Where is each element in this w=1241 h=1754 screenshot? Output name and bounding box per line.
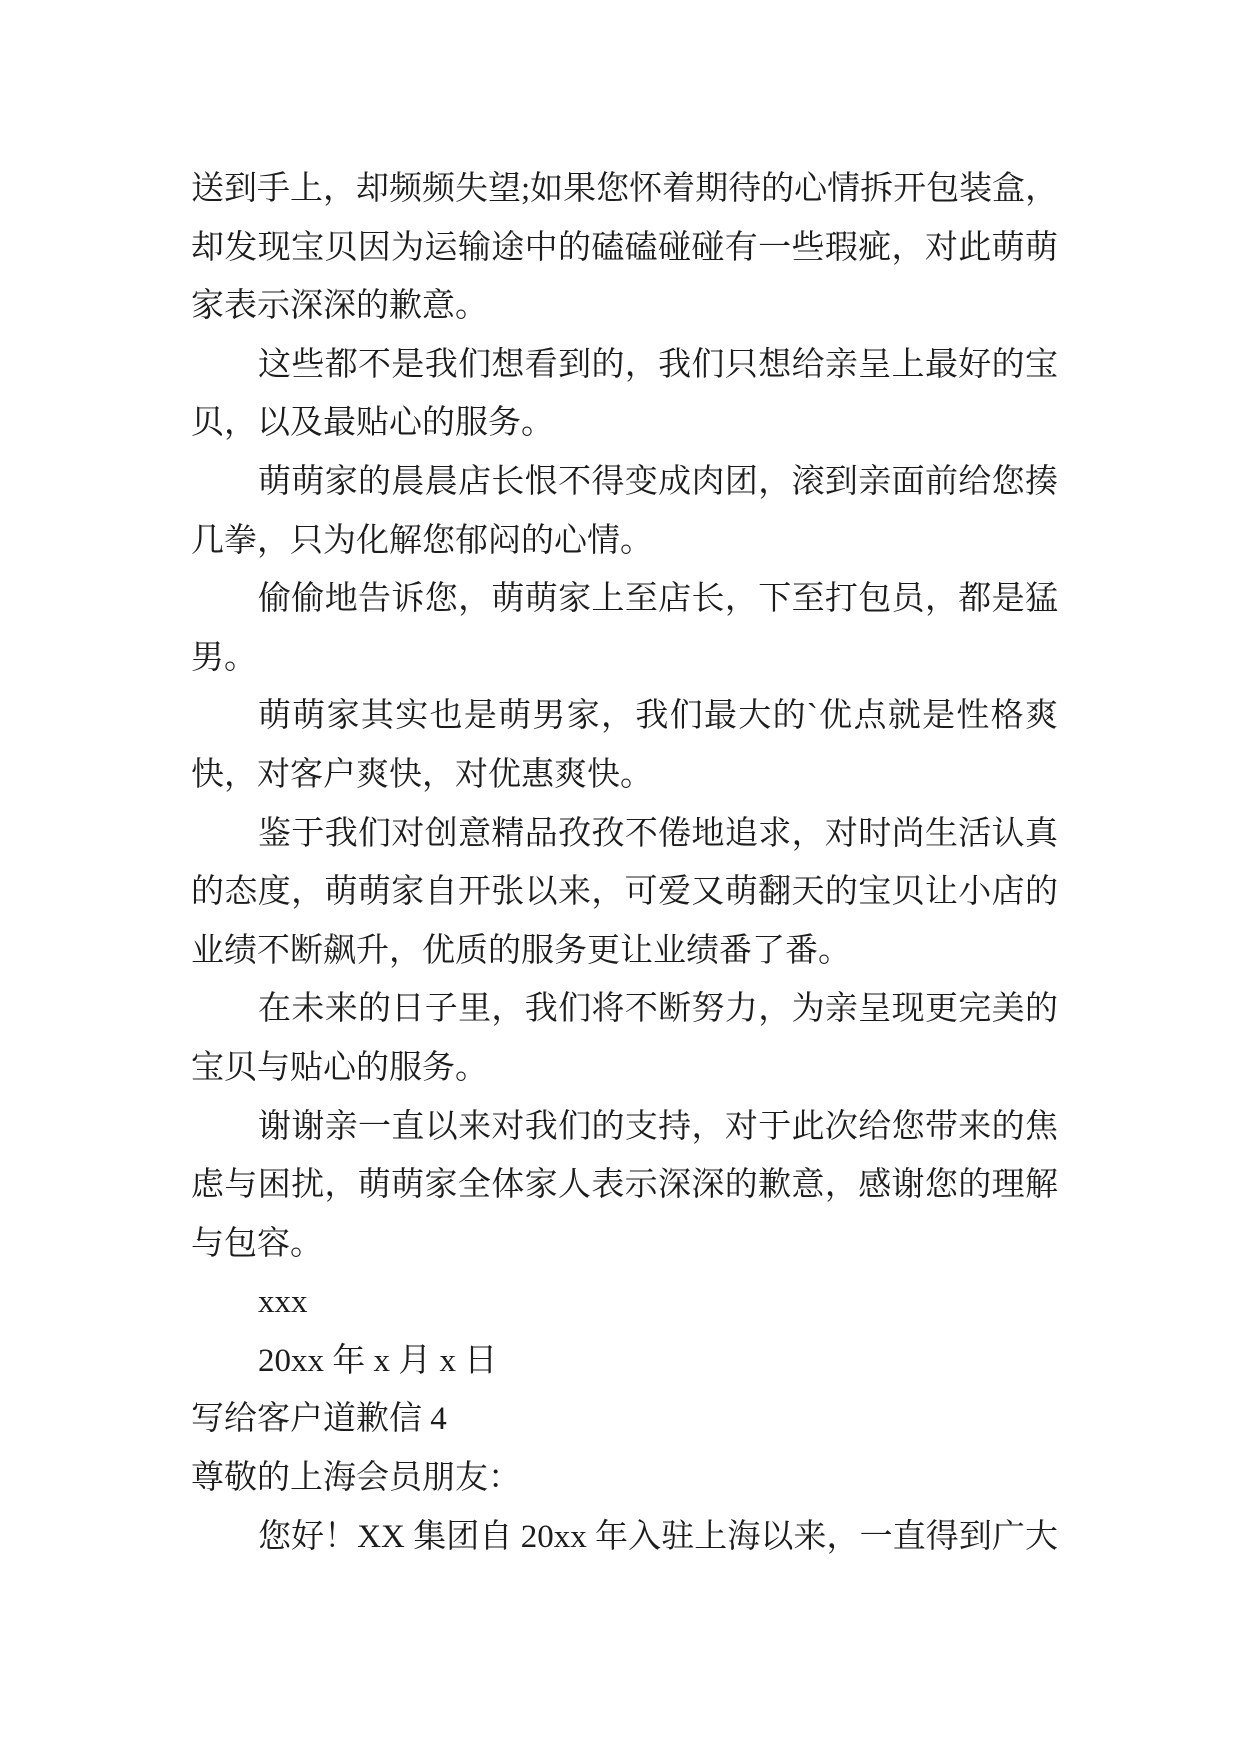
salutation-line: 尊敬的上海会员朋友： (191, 1460, 521, 1497)
text-line: 送到手上，却频频失望;如果您怀着期待的心情拆开包装盒， (191, 171, 1059, 207)
text-line: 萌萌家的晨晨店长恨不得变成肉团，滚到亲面前给您揍 (258, 463, 1058, 500)
paragraph (191, 1508, 1058, 1567)
text-line: 贝，以及最贴心的服务。 (191, 405, 554, 442)
text-line: 在未来的日子里，我们将不断努力，为亲呈现更完美的 (258, 991, 1058, 1028)
paragraph (191, 1098, 1058, 1274)
text-line: 快，对客户爽快，对优惠爽快。 (191, 756, 653, 793)
text-line: 偷偷地告诉您，萌萌家上至店长，下至打包员，都是猛 (258, 581, 1058, 618)
text-line: 家表示深深的歉意。 (191, 288, 488, 325)
text-line: 这些都不是我们想看到的，我们只想给亲呈上最好的宝 (258, 346, 1058, 383)
salutation (191, 1449, 1058, 1508)
text-line: 萌萌家其实也是萌男家，我们最大的`优点就是性格爽 (258, 698, 1058, 735)
text-line: 宝贝与贴心的服务。 (191, 1049, 488, 1086)
paragraph (191, 453, 1058, 570)
paragraph (191, 570, 1058, 687)
paragraph-continued (191, 160, 1058, 336)
text-line: 业绩不断飙升，优质的服务更让业绩番了番。 (191, 932, 851, 969)
text-line: 男。 (191, 639, 257, 676)
text-line: 几拳，只为化解您郁闷的心情。 (191, 522, 653, 559)
paragraph (191, 687, 1058, 804)
text-line: 却发现宝贝因为运输途中的磕磕碰碰有一些瑕疵，对此萌萌 (191, 229, 1058, 266)
signature-name: xxx (258, 1284, 308, 1321)
paragraph (191, 336, 1058, 453)
heading-line: 写给客户道歉信 4 (191, 1401, 447, 1438)
paragraph (191, 980, 1058, 1097)
section-heading (191, 1390, 1058, 1449)
text-line: 谢谢亲一直以来对我们的支持，对于此次给您带来的焦 (258, 1108, 1058, 1145)
text-line: 您好！XX 集团自 20xx 年入驻上海以来，一直得到广大 (258, 1518, 1058, 1555)
text-line: 的态度，萌萌家自开张以来，可爱又萌翻天的宝贝让小店的 (191, 874, 1058, 911)
text-line: 虑与困扰，萌萌家全体家人表示深深的歉意，感谢您的理解 (191, 1167, 1058, 1204)
signature (191, 1273, 1058, 1332)
document-body (191, 160, 1058, 1566)
date-line: 20xx 年 x 月 x 日 (258, 1342, 498, 1379)
paragraph (191, 805, 1058, 981)
text-line: 与包容。 (191, 1225, 323, 1262)
date (191, 1332, 1058, 1391)
text-line: 鉴于我们对创意精品孜孜不倦地追求，对时尚生活认真 (258, 815, 1058, 852)
